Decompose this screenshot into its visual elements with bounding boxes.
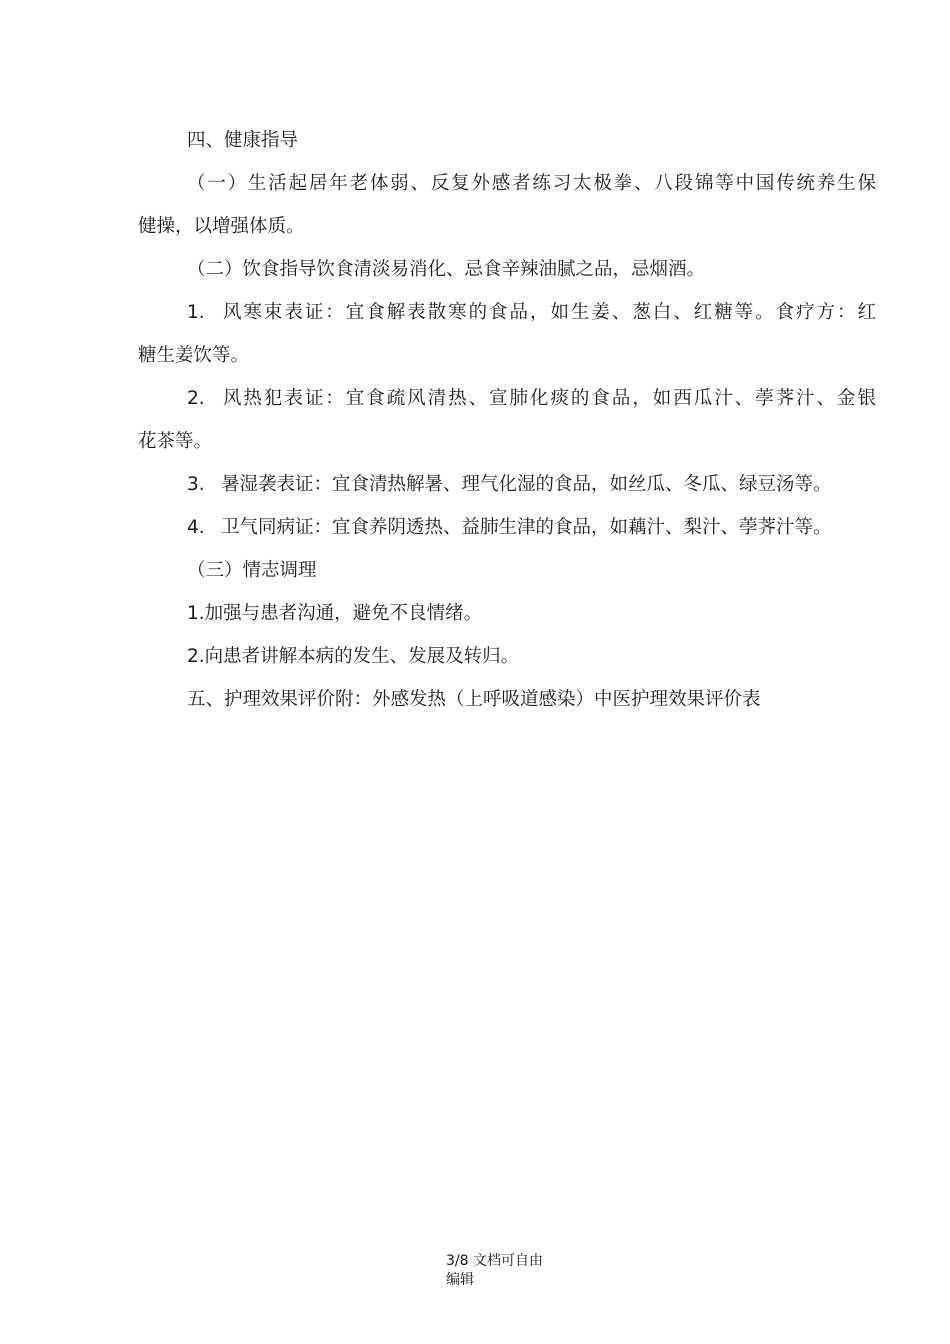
paragraph-diet-guidance: （二）饮食指导饮食清淡易消化、忌食辛辣油腻之品，忌烟酒。 <box>187 259 706 280</box>
diet-item-1-line-2: 糖生姜饮等。 <box>138 345 250 366</box>
diet-item-3-number: 3. <box>187 474 205 495</box>
diet-item-4-text: 卫气同病证：宜食养阴透热、益肺生津的食品，如藕汁、梨汁、荸荠汁等。 <box>221 517 832 538</box>
diet-item-3-text: 暑湿袭表证：宜食清热解暑、理气化湿的食品，如丝瓜、冬瓜、绿豆汤等。 <box>221 474 832 495</box>
paragraph-daily-life-line-2: 健操，以增强体质。 <box>138 216 305 237</box>
emotion-item-2: 2.向患者讲解本病的发生、发展及转归。 <box>187 646 520 667</box>
page-footer <box>446 1252 543 1290</box>
emotion-item-1: 1.加强与患者沟通，避免不良情绪。 <box>187 603 483 624</box>
footer-page-number: 3/8 文档可自由 <box>446 1253 543 1269</box>
diet-item-2-line-1 <box>138 377 876 420</box>
diet-item-2-text: 风热犯表证：宜食疏风清热、宣肺化痰的食品，如西瓜汁、荸荠汁、金银 <box>221 388 876 409</box>
heading-health-guidance: 四、健康指导 <box>187 130 299 151</box>
diet-item-3 <box>187 463 832 506</box>
diet-item-1-text: 风寒束表证：宜食解表散寒的食品，如生姜、葱白、红糖等。食疗方：红 <box>221 302 876 323</box>
diet-item-1-line-1 <box>138 291 876 334</box>
diet-item-2-number: 2. <box>187 388 205 409</box>
diet-item-1-number: 1. <box>187 302 205 323</box>
paragraph-emotion-regulation: （三）情志调理 <box>187 560 317 581</box>
diet-item-2-line-2: 花茶等。 <box>138 431 213 452</box>
diet-item-4 <box>187 506 832 549</box>
footer-editable-note: 编辑 <box>446 1272 474 1288</box>
diet-item-4-number: 4. <box>187 517 205 538</box>
heading-nursing-evaluation: 五、护理效果评价附：外感发热（上呼吸道感染）中医护理效果评价表 <box>187 689 761 710</box>
paragraph-daily-life-line-1: （一）生活起居年老体弱、反复外感者练习太极拳、八段锦等中国传统养生保 <box>187 173 876 194</box>
